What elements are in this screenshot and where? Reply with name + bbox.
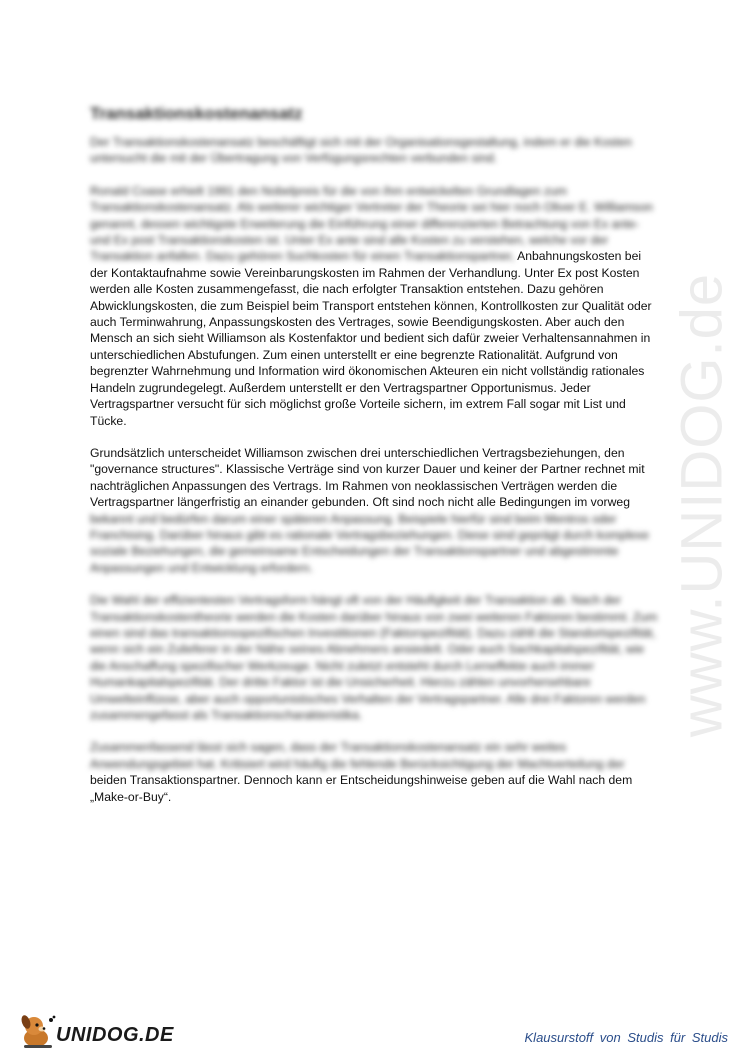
paragraph-costs-clear: Anbahnungskosten bei der Kontaktaufnahme sowie Vereinbarungskosten im Rahmen der Verhandlung. Unter Ex post Kosten werden alle Kosten zusammengefasst, die nach erfolgter Transaktion entstehen. Dazu gehören Abwicklungskosten, die zum Beispiel beim Transport entstehen können, Kontrollkosten zur Qualität oder auch Terminwahrung, Anpassungskosten des Vertrages, sowie Beendigungskosten. Aber auch den Mensch an sich sieht Williamson als Kostenfaktor und bedient sich dafür zweier Verhaltensannahmen in unterschiedlichen Abstufungen. Zum einen unterstellt er eine begrenzte Rationalität. Aufgrund von begrenzter Wahrnehmung und Information wird ökonomischen Akteuren ein nicht vollständig rationales Handeln zugrundegelegt. Außerdem unterstellt er den Vertragspartner Opportunismus. Jeder Vertragspartner versucht für sich möglichst große Vorteile sichern, im extrem Fall sogar mit List und Tücke. [90, 249, 652, 428]
paragraph-governance-blurred: bekannt und bedürfen darum einer späteren Anpassung. Beispiele hierfür sind beim Mentros oder Franchising. Darüber hinaus gibt es rationale Vertragsbeziehungen. Diese sind geprägt durch komplexe soziale Beziehungen, die gemeinsame Entscheidungen der Transaktionspartner und abgestimmte Anpassungen und Entwicklung erfordern. [90, 511, 649, 575]
dog-mascot-icon [18, 1012, 58, 1052]
paragraph-intro: Der Transaktionskostenansatz beschäftigt sich mit der Organisationsgestaltung, indem er die Kosten untersucht die mit der Übertragung von Verfügungsrechten verbunden sind. [90, 135, 632, 166]
paragraph-conclusion [90, 739, 658, 805]
paragraph-factors: Die Wahl der effizientesten Vertragsform hängt oft von der Häufigkeit der Transaktion ab. Nach der Transaktionskostentheorie werden die Kosten darüber hinaus von zwei weiteren Faktoren bestimmt. Zum einen sind das transaktionsspezifischen Investitionen (Faktorspezifität). Dazu zählt die Standortspezifität, wenn sich ein Zulieferer in der Nähe seines Abnehmers ansiedelt. Oder auch Sachkapitalspezifität, wie die Anschaffung spezifischer Werkzeuge. Nicht zuletzt entsteht durch Lerneffekte auch immer Humankapitalspezifität. Der dritte Faktor ist die Unsicherheit. Hierzu zählen unvorhersehbare Umwelteinflüsse, aber auch opportunistisches Verhalten der Vertragspartner. Alle drei Faktoren werden zusammengefasst als Transaktionscharakteristika. [90, 593, 658, 722]
paragraph-governance [90, 445, 658, 576]
watermark-text: www.UNIDOG.de [669, 272, 735, 738]
paragraph-conclusion-clear: beiden Transaktionspartner. Dennoch kann er Entscheidungshinweise geben auf die Wahl nach dem „Make-or-Buy“. [90, 773, 633, 804]
document-body [90, 104, 658, 821]
paragraph-costs [90, 183, 658, 429]
paragraph-governance-clear: Grundsätzlich unterscheidet Williamson zwischen drei unterschiedlichen Vertragsbeziehungen, den "governance structures". Klassische Verträge sind von kurzer Dauer und keiner der Partner rechnet mit nachträglichen Anpassungen des Vertrags. Im Rahmen von neoklassischen Verträgen werden die Vertragspartner längerfristig an einander gebunden. Oft sind noch nicht alle Bedingungen im vorweg [90, 445, 645, 510]
logo-text: UNIDOG.DE [56, 1024, 174, 1046]
document-title: Transaktionskostenansatz [90, 104, 303, 123]
unidog-logo[interactable] [18, 1012, 174, 1052]
watermark [669, 270, 735, 740]
footer-tagline: Klausurstoff von Studis für Studis [524, 1030, 728, 1045]
paragraph-costs-blurred: Ronald Coase erhielt 1991 den Nobelpreis für die von ihm entwickelten Grundlagen zum Transaktionskostenansatz. Als weiterer wichtiger Vertreter der Theorie sei hier noch Oliver E. Williamson genannt, dessen wichtigste Erweiterung die Einführung einer differenzierten Betrachtung von Ex ante- und Ex post Transaktionskosten ist. Unter Ex ante sind alle Kosten zu verstehen, welche vor der Transaktion anfallen. Dazu gehören Suchkosten für einen Transaktionspartner, [90, 183, 653, 264]
paragraph-conclusion-blurred: Zusammenfassend lässt sich sagen, dass der Transaktionskostenansatz ein sehr weites Anwendungsgebiet hat. Kritisiert wird häufig die fehlende Berücksichtigung der Machtverteilung der [90, 740, 625, 771]
